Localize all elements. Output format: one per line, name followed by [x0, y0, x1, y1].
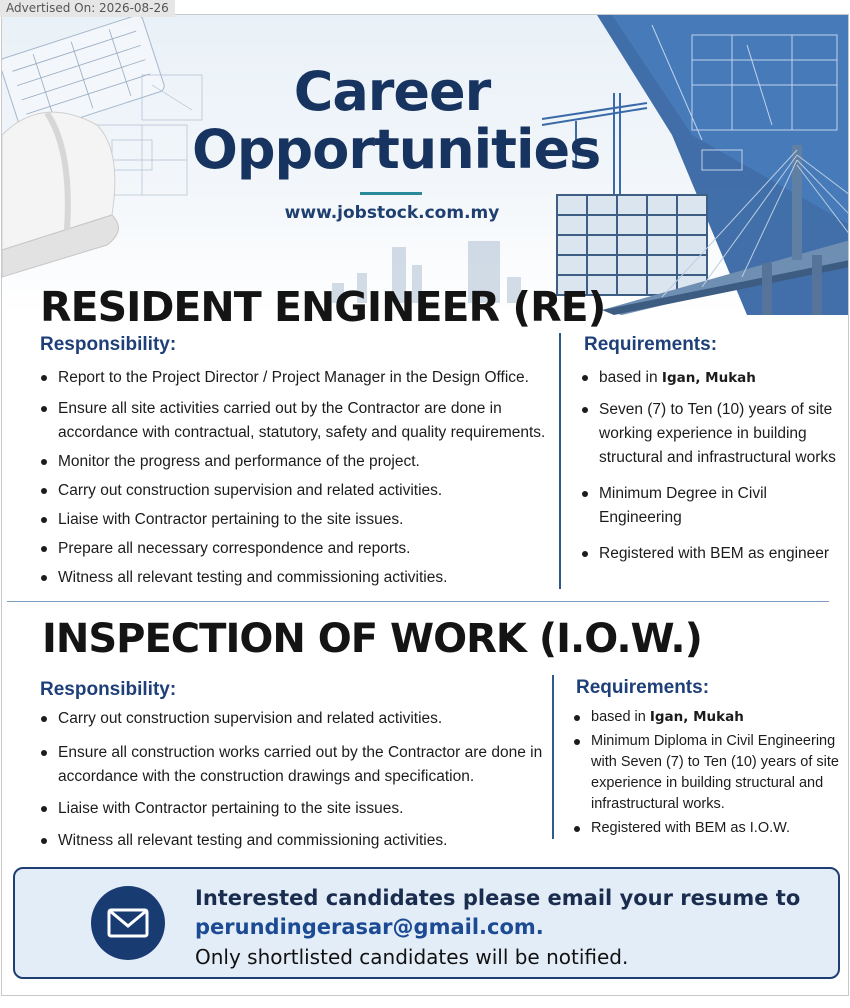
banner	[2, 15, 849, 315]
list-item: Monitor the progress and performance of the project.	[39, 450, 549, 474]
list-item: Report to the Project Director / Project Manager in the Design Office.	[39, 366, 549, 390]
list-item-location	[572, 707, 842, 728]
contact-email-link[interactable]: perundingerasar@gmail.com.	[195, 915, 544, 939]
list-item: Minimum Degree in Civil Engineering	[580, 482, 848, 530]
list-item: Ensure all construction works carried out by the Contractor are done in accordance with the construction drawings and specification.	[39, 741, 549, 789]
responsibility-list	[39, 707, 549, 853]
shortlist-notice: Only shortlisted candidates will be notified.	[195, 945, 629, 969]
website-url: www.jobstock.com.my	[284, 203, 500, 223]
advertised-date: Advertised On: 2026-08-26	[0, 0, 175, 17]
list-item: Liaise with Contractor pertaining to the site issues.	[39, 797, 549, 821]
banner-title	[192, 60, 601, 181]
list-item: Prepare all necessary correspondence and reports.	[39, 537, 549, 561]
responsibility-heading: Responsibility:	[40, 334, 177, 355]
banner-title-line2: Opportunities	[192, 118, 601, 181]
location-prefix: based in	[599, 369, 662, 386]
location-value: Igan, Mukah	[661, 370, 756, 386]
banner-title-line1: Career	[293, 60, 491, 123]
contact-box	[13, 867, 840, 979]
requirements-list	[572, 707, 842, 839]
job-advertisement	[1, 14, 849, 996]
list-item: Witness all relevant testing and commissioning activities.	[39, 829, 549, 853]
list-item: Registered with BEM as I.O.W.	[572, 818, 842, 839]
list-item: Witness all relevant testing and commissioning activities.	[39, 566, 549, 590]
section-divider	[7, 601, 829, 602]
list-item: Ensure all site activities carried out by the Contractor are done in accordance with contractual, statutory, safety and quality requirements.	[39, 397, 549, 445]
list-item: Carry out construction supervision and related activities.	[39, 479, 549, 503]
list-item: Seven (7) to Ten (10) years of site working experience in building structural and infrastructural works	[580, 398, 848, 470]
requirements-list	[580, 366, 848, 566]
column-divider	[552, 675, 554, 839]
location-value: Igan, Mukah	[649, 709, 744, 725]
location-prefix: based in	[591, 709, 650, 725]
contact-instruction: Interested candidates please email your resume to	[195, 886, 801, 910]
list-item: Registered with BEM as engineer	[580, 542, 848, 566]
job-title-resident-engineer: RESIDENT ENGINEER (RE)	[40, 283, 606, 331]
responsibility-list	[39, 366, 549, 590]
banner-divider	[360, 192, 422, 195]
list-item: Liaise with Contractor pertaining to the site issues.	[39, 508, 549, 532]
responsibility-heading: Responsibility:	[40, 679, 177, 700]
column-divider	[559, 333, 561, 589]
job-title-inspection-of-work: INSPECTION OF WORK (I.O.W.)	[42, 616, 702, 662]
list-item: Minimum Diploma in Civil Engineering with Seven (7) to Ten (10) years of site experience in building structural and infrastructural works.	[572, 731, 842, 815]
requirements-heading: Requirements:	[584, 334, 718, 355]
requirements-heading: Requirements:	[576, 677, 710, 698]
list-item-location	[580, 366, 848, 390]
list-item: Carry out construction supervision and related activities.	[39, 707, 549, 731]
envelope-icon	[91, 886, 165, 960]
